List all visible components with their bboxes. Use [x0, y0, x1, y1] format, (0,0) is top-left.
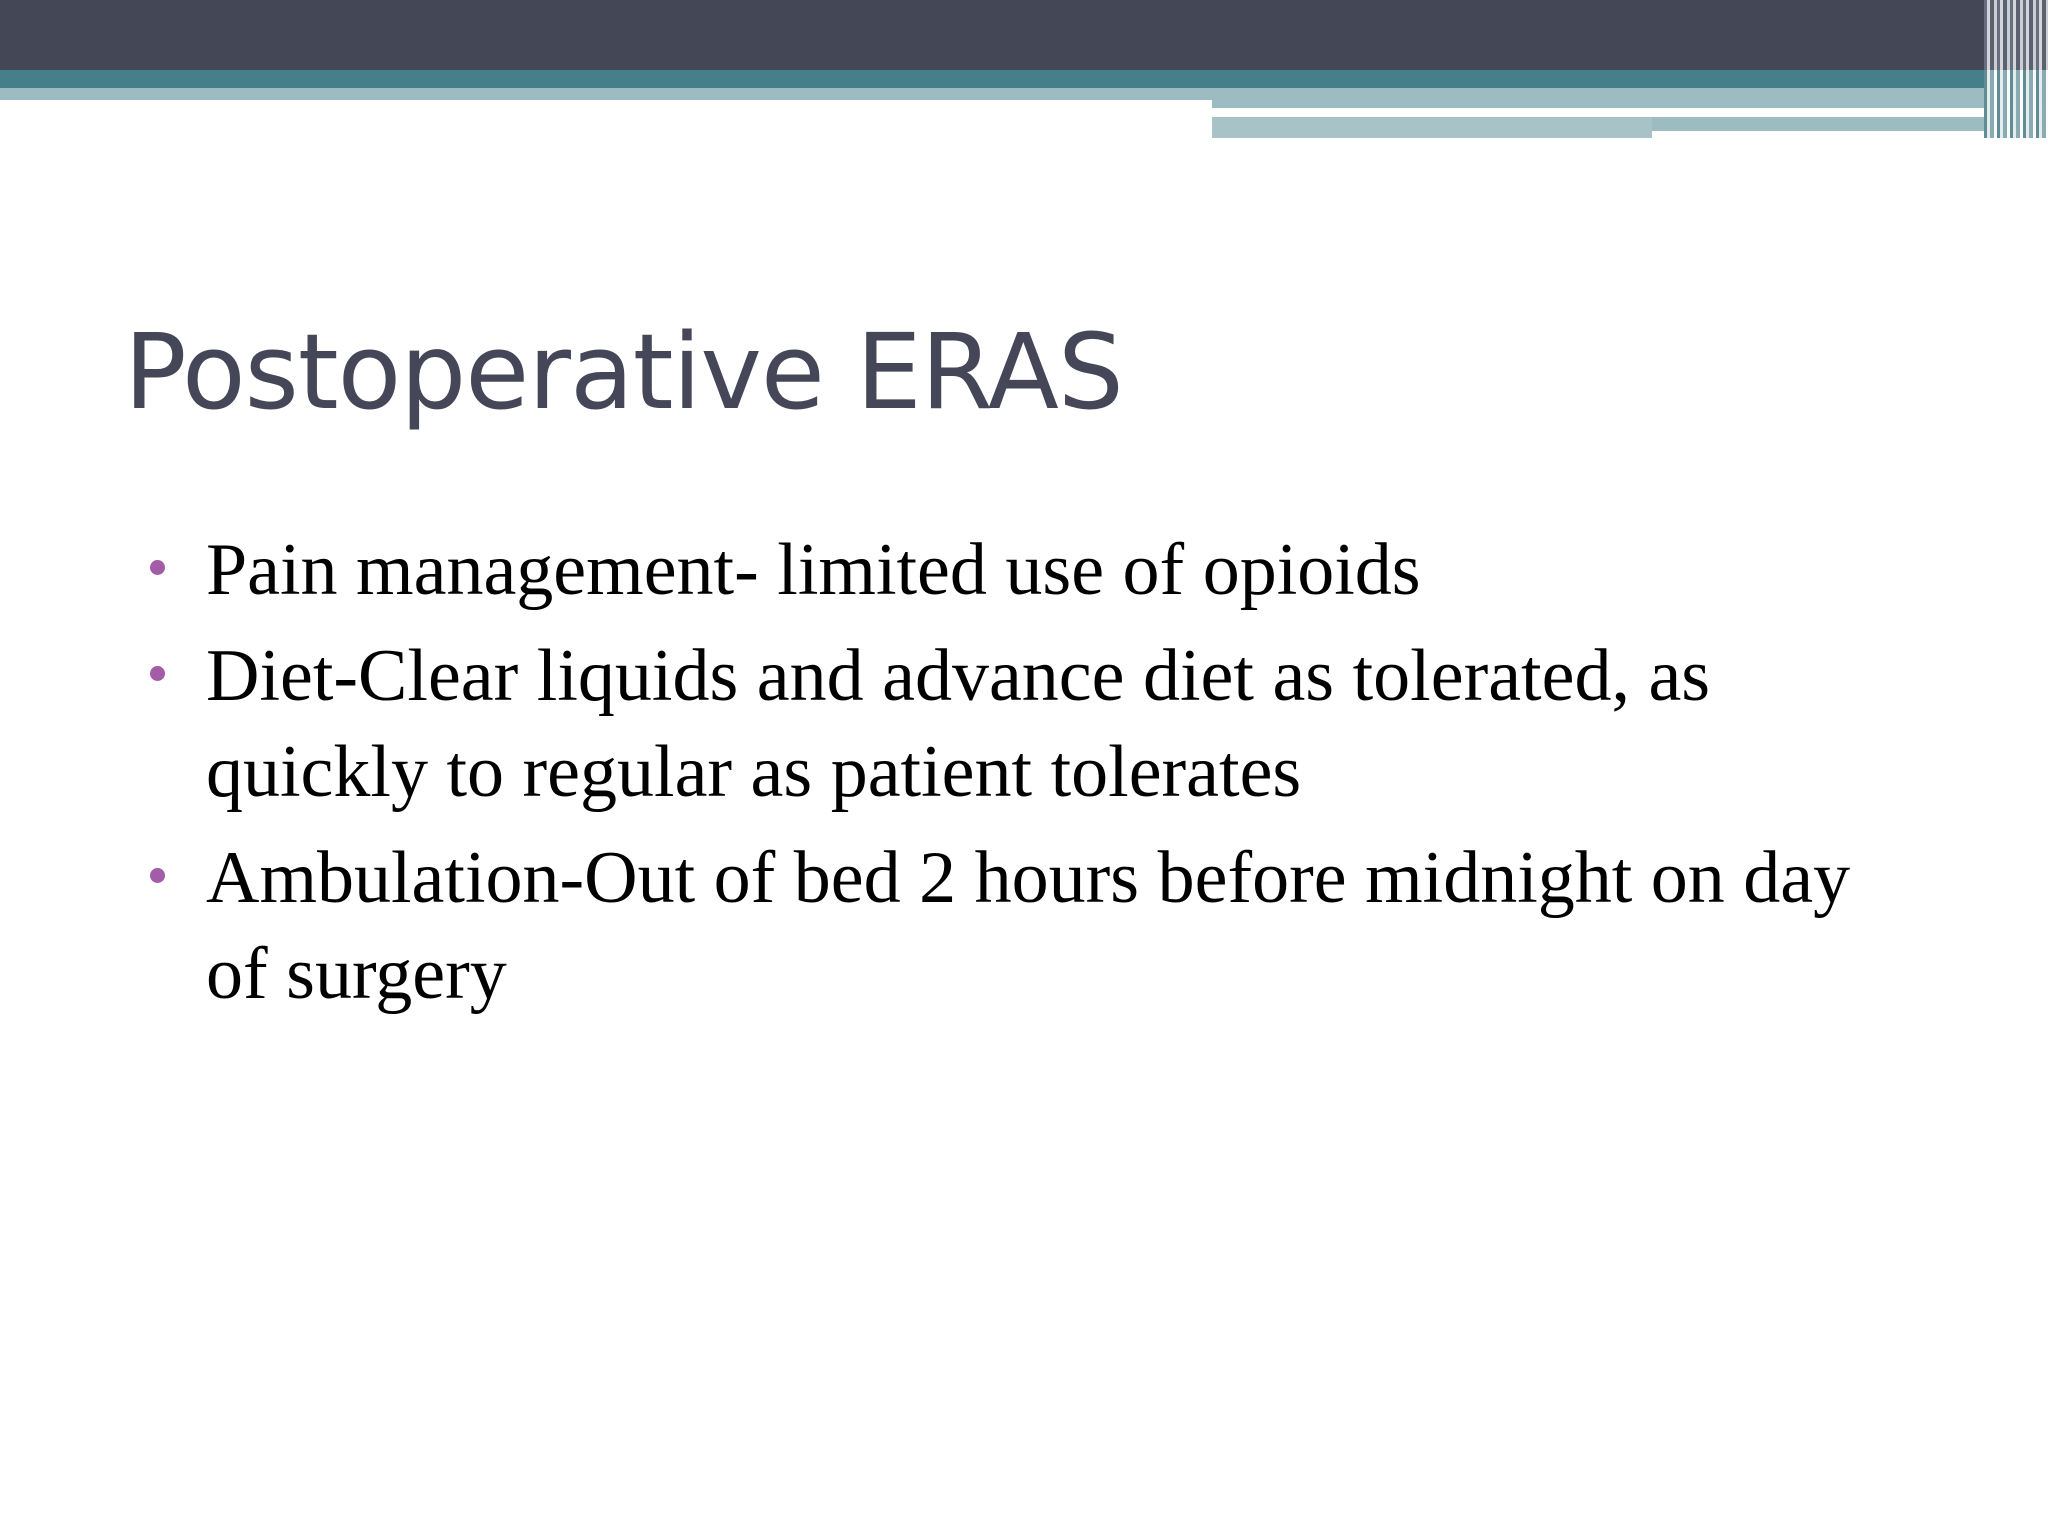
- slide-title: Postoperative ERAS: [124, 311, 1123, 433]
- header-band-teal: [0, 70, 2048, 88]
- bullet-item: [150, 522, 1910, 618]
- bullet-dot-icon: [150, 666, 165, 681]
- bullet-dot-icon: [150, 868, 165, 883]
- bullet-dot-icon: [150, 560, 165, 575]
- bullet-text: Diet-Clear liquids and advance diet as tolerated, as quickly to regular as patient tolerates: [206, 635, 1711, 813]
- bullet-text: Pain management- limited use of opioids: [206, 529, 1421, 611]
- header-band-light-left: [0, 88, 1212, 100]
- header-band-light-lower: [1212, 117, 1652, 138]
- bullet-item: [150, 830, 1910, 1022]
- header-band-dark: [0, 0, 2048, 70]
- bullet-list: [150, 522, 1910, 1032]
- bullet-text: Ambulation-Out of bed 2 hours before midnight on day of surgery: [206, 837, 1851, 1015]
- header-band-light-right: [1212, 88, 2048, 108]
- header-vertical-stripes-lower: [1984, 70, 2048, 138]
- bullet-item: [150, 628, 1910, 820]
